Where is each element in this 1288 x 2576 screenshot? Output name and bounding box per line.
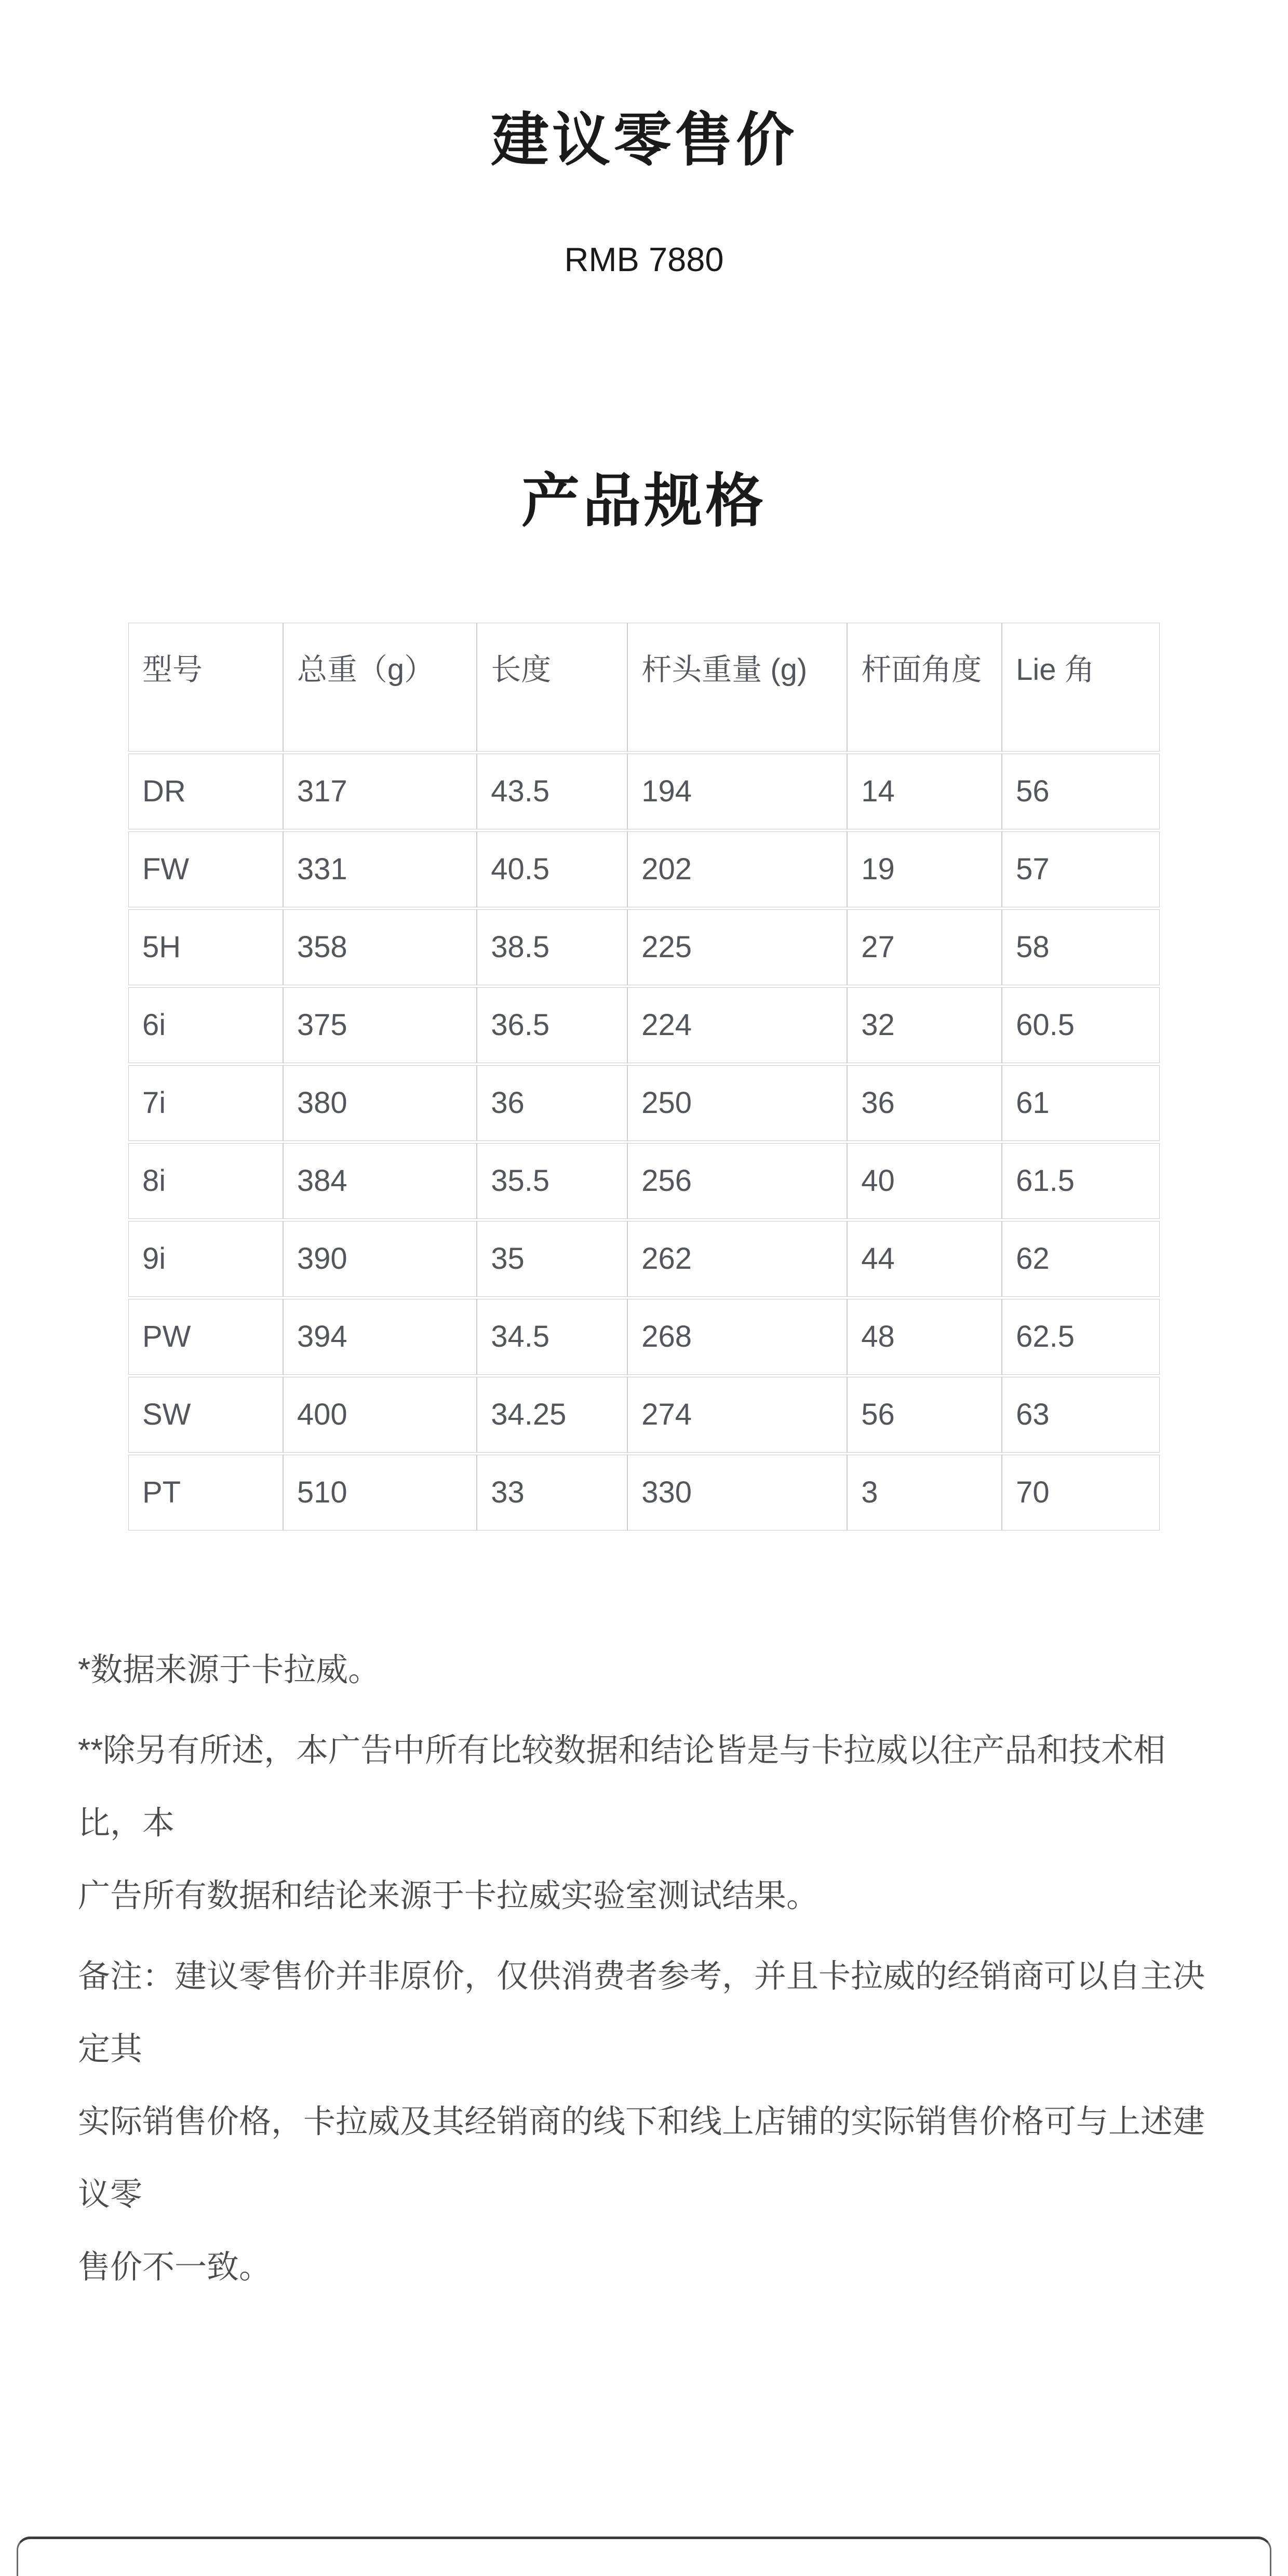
cell-value: 380	[283, 1065, 477, 1141]
cell-model: 7i	[128, 1065, 283, 1141]
header-loft: 杆面角度	[847, 623, 1002, 752]
cell-value: 36	[847, 1065, 1002, 1141]
cell-value: 43.5	[477, 754, 627, 829]
cell-value: 36.5	[477, 987, 627, 1063]
table-row	[128, 909, 1160, 985]
header-total-weight: 总重（g）	[283, 623, 477, 752]
cell-value: 14	[847, 754, 1002, 829]
cell-value: 400	[283, 1377, 477, 1453]
cell-value: 3	[847, 1455, 1002, 1531]
footnote-line: 实际销售价格，卡拉威及其经销商的线下和线上店铺的实际销售价格可与上述建议零	[78, 2104, 1205, 2212]
cell-model: SW	[128, 1377, 283, 1453]
cell-value: 56	[847, 1377, 1002, 1453]
cell-value: 384	[283, 1143, 477, 1219]
footnote-data-source	[78, 1634, 1215, 1707]
table-row	[128, 987, 1160, 1063]
cell-model: FW	[128, 831, 283, 907]
product-specs-title: 产品规格	[521, 468, 767, 533]
table-row	[128, 1065, 1160, 1141]
cell-value: 62.5	[1002, 1299, 1160, 1375]
cell-value: 390	[283, 1221, 477, 1297]
cell-model: 6i	[128, 987, 283, 1063]
cell-model: 5H	[128, 909, 283, 985]
cell-value: 56	[1002, 754, 1160, 829]
cell-value: 63	[1002, 1377, 1160, 1453]
cell-value: 274	[627, 1377, 847, 1453]
table-row	[128, 1299, 1160, 1375]
cell-value: 36	[477, 1065, 627, 1141]
cell-value: 40.5	[477, 831, 627, 907]
footnote-line: 售价不一致。	[78, 2249, 272, 2285]
spec-table	[128, 621, 1160, 1533]
spec-table-header-row	[128, 623, 1160, 752]
footnote-remark	[78, 1940, 1215, 2304]
header-lie: Lie 角	[1002, 623, 1160, 752]
cell-value: 34.25	[477, 1377, 627, 1453]
table-row	[128, 1377, 1160, 1453]
cell-value: 202	[627, 831, 847, 907]
cell-value: 510	[283, 1455, 477, 1531]
cell-value: 330	[627, 1455, 847, 1531]
cell-value: 32	[847, 987, 1002, 1063]
cell-value: 33	[477, 1455, 627, 1531]
cell-value: 250	[627, 1065, 847, 1141]
spec-table-body	[128, 754, 1160, 1531]
cell-model: 9i	[128, 1221, 283, 1297]
cell-value: 35	[477, 1221, 627, 1297]
footnote-line: *数据来源于卡拉威。	[78, 1652, 381, 1688]
retail-price-title: 建议零售价	[491, 108, 797, 172]
cell-value: 35.5	[477, 1143, 627, 1219]
cell-value: 61	[1002, 1065, 1160, 1141]
cell-value: 375	[283, 987, 477, 1063]
cell-value: 62	[1002, 1221, 1160, 1297]
table-row	[128, 831, 1160, 907]
cell-value: 194	[627, 754, 847, 829]
cell-value: 224	[627, 987, 847, 1063]
cell-value: 34.5	[477, 1299, 627, 1375]
footer-card	[17, 2537, 1271, 2576]
header-length: 长度	[477, 623, 627, 752]
footnote-line: 广告所有数据和结论来源于卡拉威实验室测试结果。	[78, 1878, 819, 1914]
cell-value: 256	[627, 1143, 847, 1219]
spec-table-container	[128, 621, 1160, 1533]
cell-value: 27	[847, 909, 1002, 985]
footnote-line: 备注：建议零售价并非原价，仅供消费者参考，并且卡拉威的经销商可以自主决定其	[78, 1958, 1205, 2067]
header-head-weight: 杆头重量 (g)	[627, 623, 847, 752]
table-row	[128, 1221, 1160, 1297]
cell-value: 38.5	[477, 909, 627, 985]
cell-value: 262	[627, 1221, 847, 1297]
table-row	[128, 1455, 1160, 1531]
cell-value: 40	[847, 1143, 1002, 1219]
cell-value: 48	[847, 1299, 1002, 1375]
cell-value: 70	[1002, 1455, 1160, 1531]
header-model: 型号	[128, 623, 283, 752]
retail-price-value: RMB 7880	[564, 240, 724, 278]
table-row	[128, 754, 1160, 829]
cell-value: 225	[627, 909, 847, 985]
cell-value: 60.5	[1002, 987, 1160, 1063]
footnote-comparison	[78, 1714, 1215, 1933]
table-row	[128, 1143, 1160, 1219]
cell-value: 19	[847, 831, 1002, 907]
cell-model: PT	[128, 1455, 283, 1531]
cell-value: 57	[1002, 831, 1160, 907]
cell-model: DR	[128, 754, 283, 829]
cell-model: PW	[128, 1299, 283, 1375]
footnote-line: **除另有所述，本广告中所有比较数据和结论皆是与卡拉威以往产品和技术相比，本	[78, 1733, 1166, 1841]
cell-value: 58	[1002, 909, 1160, 985]
cell-value: 61.5	[1002, 1143, 1160, 1219]
cell-value: 358	[283, 909, 477, 985]
cell-value: 394	[283, 1299, 477, 1375]
cell-value: 331	[283, 831, 477, 907]
footnotes	[78, 1634, 1215, 2304]
cell-value: 268	[627, 1299, 847, 1375]
cell-value: 317	[283, 754, 477, 829]
cell-value: 44	[847, 1221, 1002, 1297]
cell-model: 8i	[128, 1143, 283, 1219]
